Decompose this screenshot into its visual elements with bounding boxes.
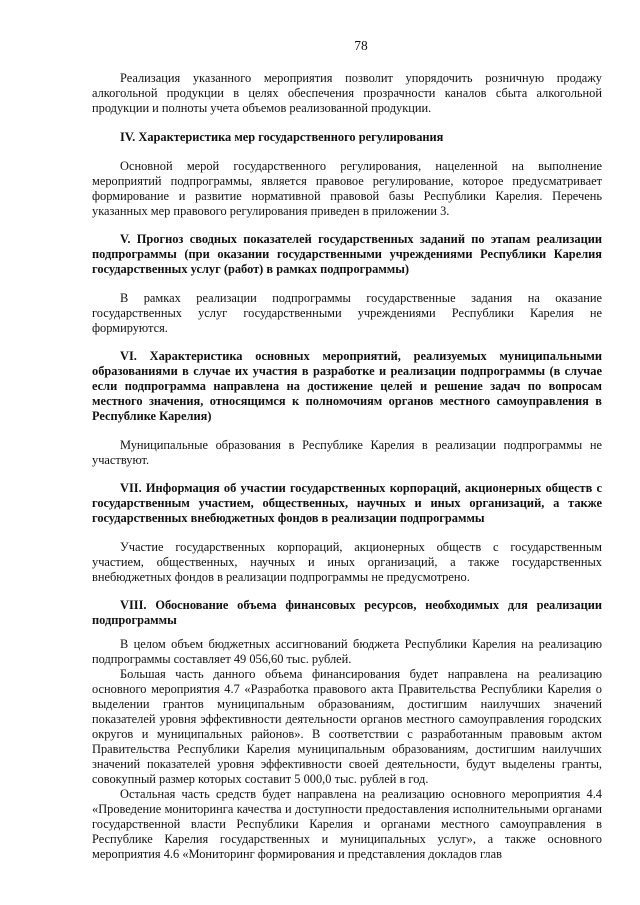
paragraph-viii-main: Большая часть данного объема финансирования будет направлена на реализацию основного мероприятия 4.7 «Разработка правового акта Правительства Республики Карелия о выделении грантов муниципальным образованиям, достигшим наилучших значений показателей уровня эффективности деятельности органов местного самоуправления городских округов и муниципальных районов». В соответствии с разработанным правовым актом Правительства Республики Карелия муниципальным образованиям, достигшим наилучших значений показателей уровня эффективности своей деятельности, будут выделены гранты, совокупный размер которых составит 5 000,0 тыс. рублей в год. — [92, 667, 602, 786]
section-heading-v: V. Прогноз сводных показателей государственных заданий по этапам реализации подпрограммы (при оказании государственными учреждениями Республики Карелия государственных услуг (работ) в рамках подпрограммы) — [92, 232, 602, 276]
paragraph-iv: Основной мерой государственного регулирования, нацеленной на выполнение мероприятий подпрограммы, является правовое регулирование, которое предусматривает формирование и развитие нормативной правовой базы Республики Карелия. Перечень указанных мер правового регулирования приведен в приложении 3. — [92, 159, 602, 218]
paragraph-viii-rest: Остальная часть средств будет направлена на реализацию основного мероприятия 4.4 «Проведение мониторинга качества и доступности предоставления исполнительными органами государственной власти Республики Карелия и органами местного самоуправления в Республике Карелия государственных и муниципальных услуг», а также основного мероприятия 4.6 «Мониторинг формирования и представления докладов глав — [92, 787, 602, 861]
section-heading-iv: IV. Характеристика мер государственного регулирования — [120, 130, 444, 144]
section-heading-vi: VI. Характеристика основных мероприятий, реализуемых муниципальными образованиями в случае их участия в разработке и реализации подпрограммы (в случае если подпрограмма направлена на достижение целей и решение задач по вопросам местного значения, относящимся к полномочиям органов местного самоуправления в Республике Карелия) — [92, 349, 602, 423]
paragraph-viii-total: В целом объем бюджетных ассигнований бюджета Республики Карелия на реализацию подпрограммы составляет 49 056,60 тыс. рублей. — [92, 637, 602, 666]
page-number: 78 — [354, 38, 368, 53]
section-heading-viii: VIII. Обоснование объема финансовых ресурсов, необходимых для реализации подпрограммы — [92, 598, 602, 627]
paragraph-vi: Муниципальные образования в Республике Карелия в реализации подпрограммы не участвуют. — [92, 438, 602, 467]
paragraph-vii: Участие государственных корпораций, акционерных обществ с государственным участием, общественных, научных и иных организаций, а также государственных внебюджетных фондов в реализации подпрограммы не предусмотрено. — [92, 540, 602, 584]
section-heading-vii: VII. Информация об участии государственных корпораций, акционерных обществ с государственным участием, общественных, научных и иных организаций, а также государственных внебюджетных фондов в реализации подпрограммы — [92, 481, 602, 525]
paragraph-v: В рамках реализации подпрограммы государственные задания на оказание государственных услуг государственными учреждениями Республики Карелия не формируются. — [92, 291, 602, 335]
paragraph-intro: Реализация указанного мероприятия позволит упорядочить розничную продажу алкогольной продукции в целях обеспечения прозрачности каналов сбыта алкогольной продукции и полноты учета объемов реализованной продукции. — [92, 71, 602, 115]
